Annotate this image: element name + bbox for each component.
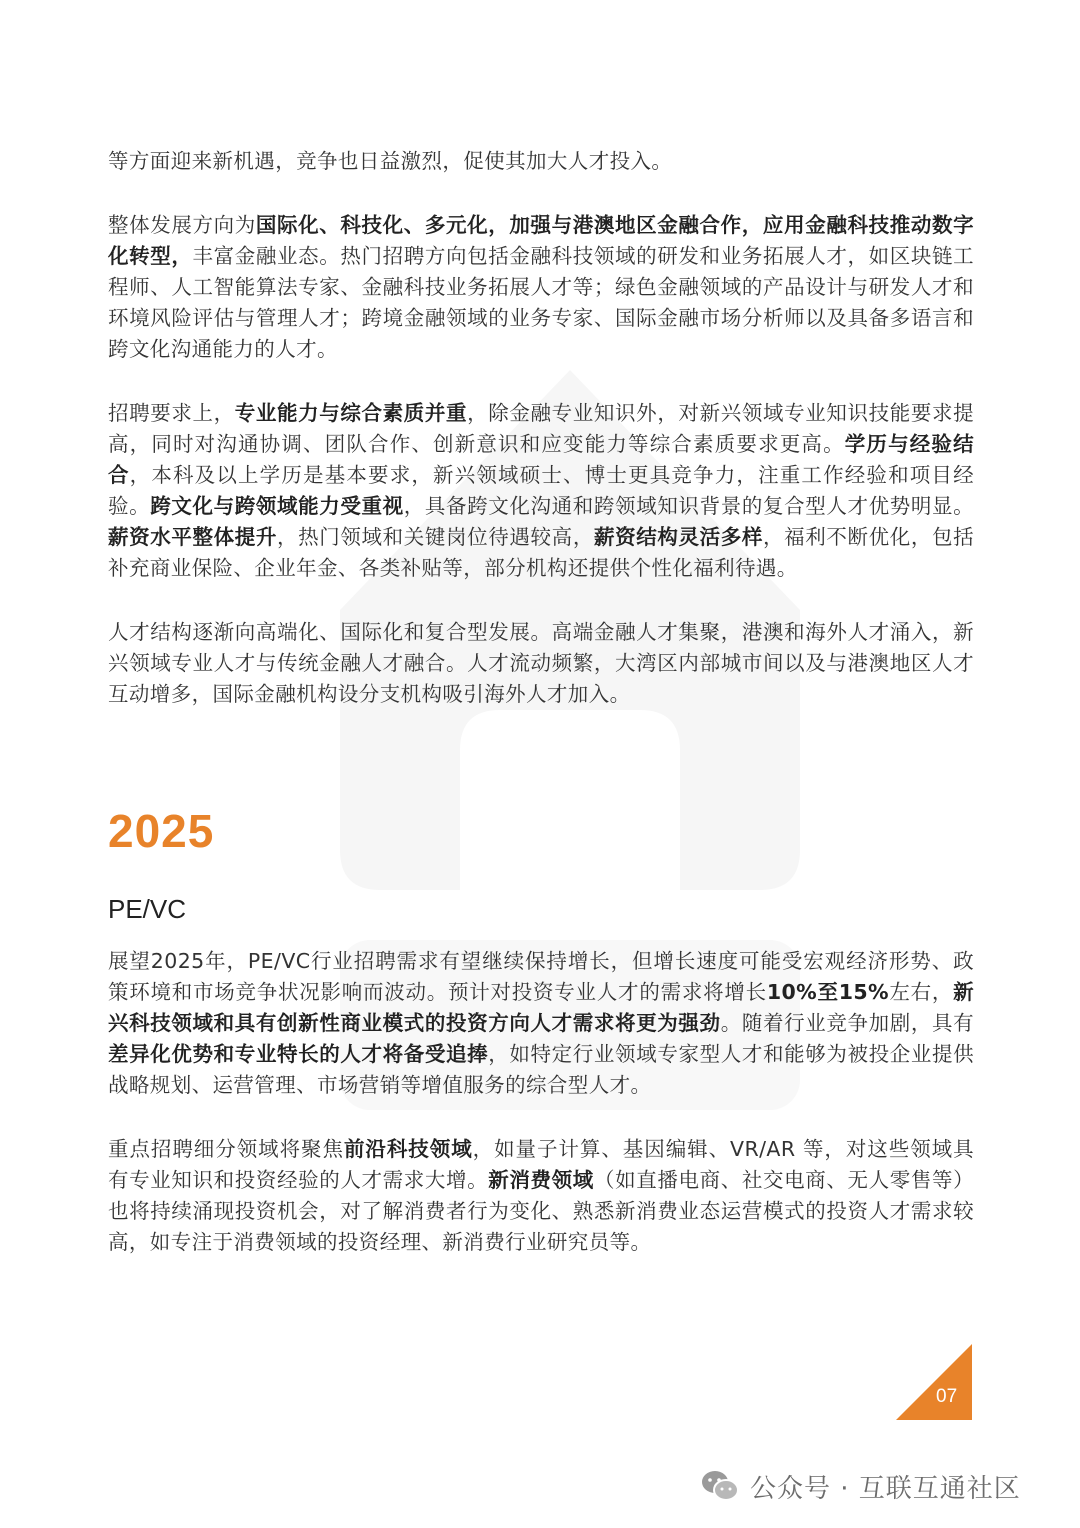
bold-text: 新消费领域 <box>488 1168 594 1192</box>
text-run: ，如量子计算、基因编辑、VR/AR 等，对这些领域具有专业知识和投资经验的人才需求大增。 <box>108 1137 975 1192</box>
text-run: （如直播电商、社交电商、无人零售等）也将持续涌现投资机会，对了解消费者行为变化、熟悉新消费业态运营模式的投资人才需求较高，如专注于消费领域的投资经理、新消费行业研究员等。 <box>108 1168 975 1254</box>
section-heading: PE/VC <box>108 894 187 924</box>
year-heading: 2025 <box>108 805 215 857</box>
bold-text: 专业能力与综合素质并重 <box>234 401 468 425</box>
text-run: ，本科及以上学历是基本要求，新兴领域硕士、博士更具竞争力，注重工作经验和项目经验。 <box>108 463 974 518</box>
bold-text: 10%至15% <box>766 980 889 1004</box>
bold-text: 薪资结构灵活多样 <box>593 525 763 549</box>
bold-text: 学历与经验结合 <box>108 432 974 487</box>
page-corner-triangle <box>896 1344 972 1420</box>
text-run: 左右， <box>889 980 954 1004</box>
text-run: 招聘要求上， <box>108 401 235 425</box>
bold-text: 跨文化与跨领域能力受重视 <box>150 494 404 518</box>
wechat-icon <box>700 1469 740 1503</box>
text-run: 。随着行业竞争加剧，具有 <box>720 1011 974 1035</box>
body-text-bottom <box>108 946 974 1258</box>
text-run: 丰富金融业态。热门招聘方向包括金融科技领域的研发和业务拓展人才，如区块链工程师、人工智能算法专家、金融科技业务拓展人才等；绿色金融领域的产品设计与研发人才和环境风险评估与管理人才；跨境金融领域的业务专家、国际金融市场分析师以及具备多语言和跨文化沟通能力的人才。 <box>108 244 974 361</box>
text-run: 人才结构逐渐向高端化、国际化和复合型发展。高端金融人才集聚，港澳和海外人才涌入，新兴领域专业人才与传统金融人才融合。人才流动频繁，大湾区内部城市间以及与港澳地区人才互动增多，国际金融机构设分支机构吸引海外人才加入。 <box>108 620 974 706</box>
text-run: 整体发展方向为 <box>108 213 256 237</box>
text-run: ，热门领域和关键岗位待遇较高， <box>277 525 594 549</box>
paragraph <box>108 946 974 1101</box>
paragraph <box>108 146 974 177</box>
bold-text: 前沿科技领域 <box>343 1137 473 1161</box>
footer-text: 公众号 · 互联互通社区 <box>750 1473 1021 1504</box>
body-text-top <box>108 146 974 710</box>
text-run: ，除金融专业知识外，对新兴领域专业知识技能要求提高，同时对沟通协调、团队合作、创新意识和应变能力等综合素质要求更高。 <box>108 401 974 456</box>
paragraph <box>108 1134 974 1258</box>
footer-attribution <box>700 1466 1021 1506</box>
paragraph <box>108 398 974 584</box>
paragraph <box>108 617 974 710</box>
text-run: 展望2025年，PE/VC行业招聘需求有望继续保持增长，但增长速度可能受宏观经济形势、政策环境和市场竞争状况影响而波动。预计对投资专业人才的需求将增长 <box>108 949 974 1004</box>
bold-text: 新兴科技领域和具有创新性商业模式的投资方向人才需求将更为强劲 <box>108 980 975 1035</box>
bold-text: 差异化优势和专业特长的人才将备受追捧 <box>108 1042 489 1066</box>
text-run: ，具备跨文化沟通和跨领域知识背景的复合型人才优势明显。 <box>403 494 974 518</box>
text-run: ，如特定行业领域专家型人才和能够为被投企业提供战略规划、运营管理、市场营销等增值服务的综合型人才。 <box>108 1042 974 1097</box>
text-run: ，福利不断优化，包括补充商业保险、企业年金、各类补贴等，部分机构还提供个性化福利待遇。 <box>108 525 975 580</box>
bold-text: 薪资水平整体提升 <box>108 525 278 549</box>
paragraph <box>108 210 974 365</box>
page-number: 07 <box>936 1386 958 1407</box>
text-run: 重点招聘细分领域将聚焦 <box>108 1137 344 1161</box>
bold-text: 国际化、科技化、多元化，加强与港澳地区金融合作，应用金融科技推动数字化转型， <box>108 213 974 268</box>
text-run: 等方面迎来新机遇，竞争也日益激烈，促使其加大人才投入。 <box>108 149 673 173</box>
